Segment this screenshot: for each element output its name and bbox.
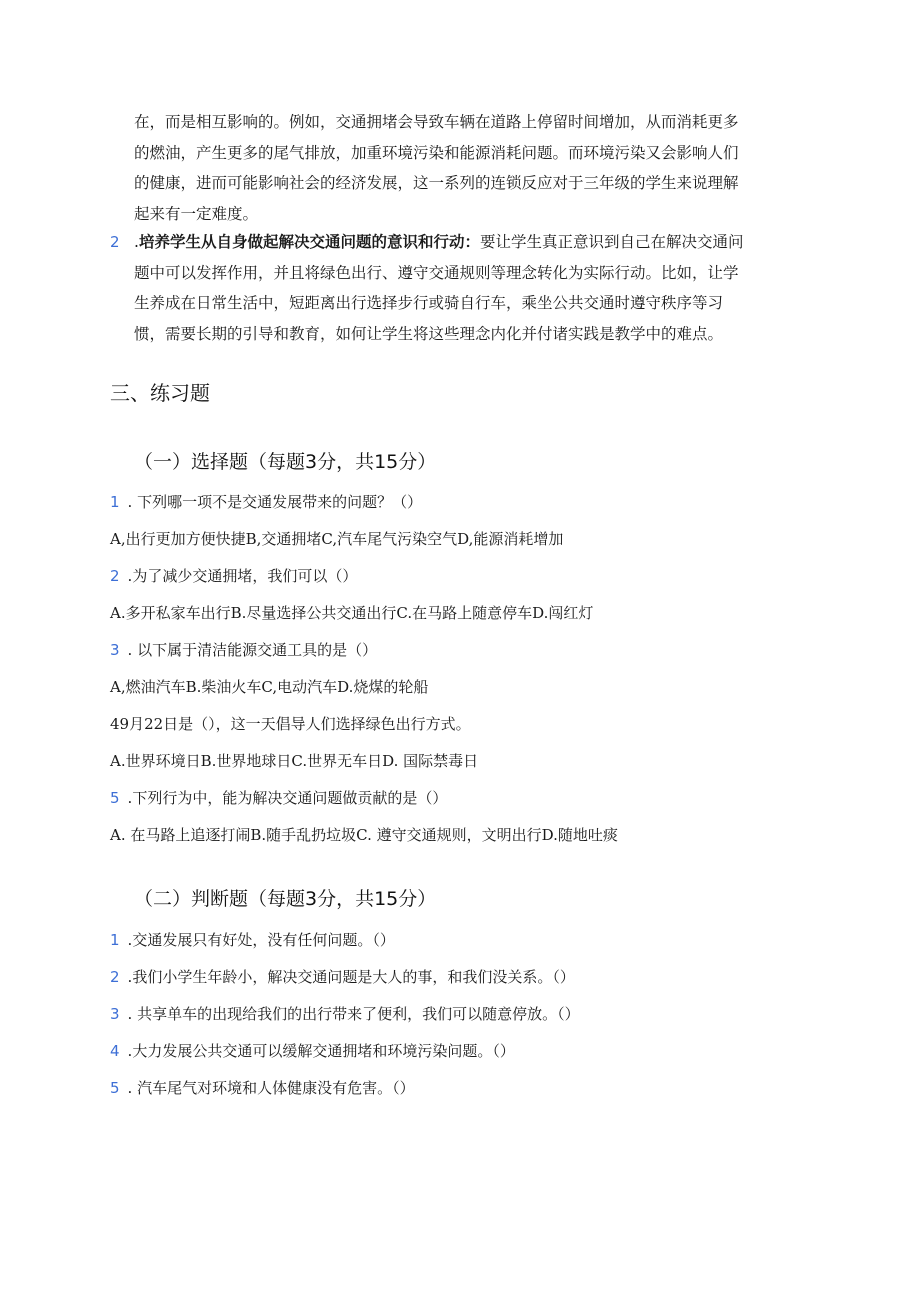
question-2: 2 .为了减少交通拥堵，我们可以（）: [110, 567, 358, 585]
difficulty-heading: 培养学生从自身做起解决交通问题的意识和行动：: [138, 232, 480, 251]
paragraph-line: 在，而是相互影响的。例如，交通拥堵会导致车辆在道路上停留时间增加，从而消耗更多: [134, 113, 739, 131]
question-2-options: A.多开私家车出行B.尽量选择公共交通出行C.在马路上随意停车D.闯红灯: [110, 604, 594, 622]
paragraph-line: 的健康，进而可能影响社会的经济发展，这一系列的连锁反应对于三年级的学生来说理解: [134, 174, 739, 192]
difficulty-item-2: [110, 227, 804, 349]
judge-item-1: 1 .交通发展只有好处，没有任何问题。（）: [110, 931, 395, 949]
question-3-options: A,燃油汽车B.柴油火车C,电动汽车D.烧煤的轮船: [110, 678, 429, 696]
intro-paragraph: [134, 107, 804, 229]
judge-item-4: 4 .大力发展公共交通可以缓解交通拥堵和环境污染问题。（）: [110, 1042, 515, 1060]
difficulty-item-body: [134, 227, 804, 349]
question-4-options: A.世界环境日B.世界地球日C.世界无车日D. 国际禁毒日: [110, 752, 479, 770]
judge-item-3: 3 . 共享单车的出现给我们的出行带来了便利，我们可以随意停放。（）: [110, 1005, 580, 1023]
judge-subtitle: （二）判断题（每题3分，共15分）: [134, 888, 437, 910]
paragraph-line: 的燃油，产生更多的尾气排放，加重环境污染和能源消耗问题。而环境污染又会影响人们: [134, 143, 739, 162]
question-3: 3 . 以下属于清洁能源交通工具的是（）: [110, 641, 378, 659]
question-5: 5 .下列行为中，能为解决交通问题做贡献的是（）: [110, 789, 448, 807]
list-number: 2: [110, 233, 120, 251]
paragraph-line: 起来有一定难度。: [134, 204, 259, 223]
paragraph-line: .培养学生从自身做起解决交通问题的意识和行动：要让学生真正意识到自己在解决交通问: [134, 232, 744, 251]
paragraph-line: 惯，需要长期的引导和教育，如何让学生将这些理念内化并付诸实践是教学中的难点。: [134, 324, 724, 343]
choice-subtitle: （一）选择题（每题3分，共15分）: [134, 451, 437, 473]
question-5-options: A. 在马路上追逐打闹B.随手乱扔垃圾C. 遵守交通规则，文明出行D.随地吐痰: [110, 826, 618, 844]
judge-item-5: 5 . 汽车尾气对环境和人体健康没有危害。（）: [110, 1079, 415, 1097]
paragraph-line: 生养成在日常生活中，短距离出行选择步行或骑自行车，乘坐公共交通时遵守秩序等习: [134, 294, 724, 312]
question-4: 49月22日是（），这一天倡导人们选择绿色出行方式。: [110, 715, 471, 733]
question-1-options: A,出行更加方便快捷B,交通拥堵C,汽车尾气污染空气D,能源消耗增加: [110, 530, 564, 548]
judge-item-2: 2 .我们小学生年龄小，解决交通问题是大人的事，和我们没关系。（）: [110, 968, 575, 986]
question-1: 1 . 下列哪一项不是交通发展带来的问题？（）: [110, 493, 423, 511]
paragraph-line: 题中可以发挥作用，并且将绿色出行、遵守交通规则等理念转化为实际行动。比如，让学: [134, 263, 739, 282]
section-title: 三、练习题: [110, 381, 210, 405]
